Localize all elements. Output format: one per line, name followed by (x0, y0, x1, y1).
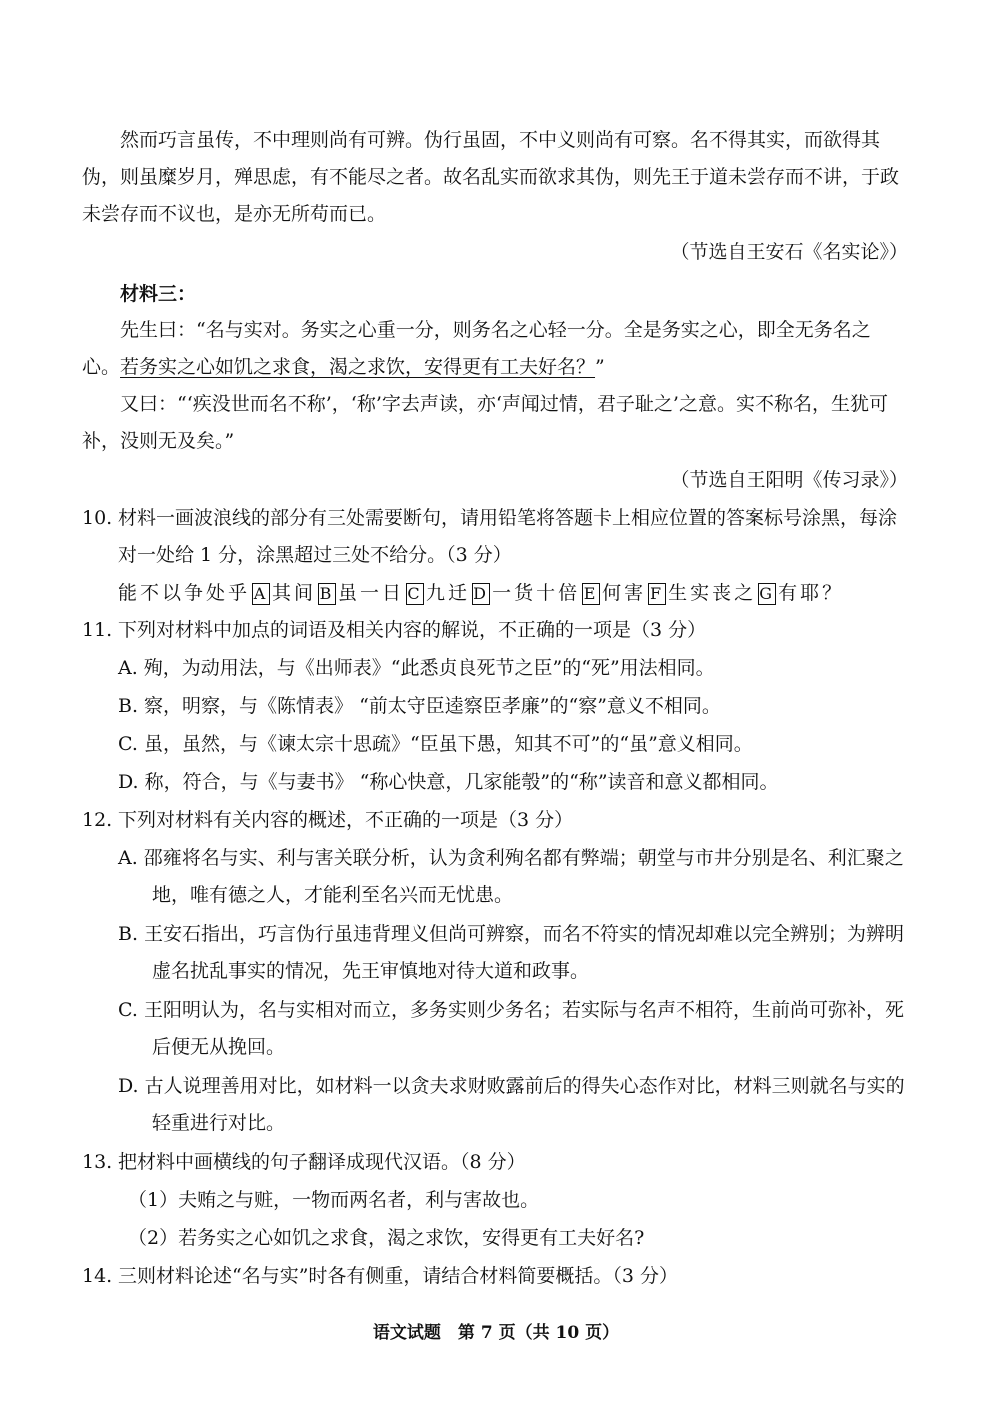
question-14 (82, 1258, 908, 1295)
q12-option-c[interactable]: C. 王阳明认为，名与实相对而立，多务实则少务名；若实际与名声不相符，生前尚可弥补，死后便无从挽回。 (118, 999, 904, 1058)
passage3-paragraph-2: 又曰：“‘疾没世而名不称’，‘称’字去声读，亦‘声闻过情，君子耻之’之意。实不称名，生犹可补，没则无及矣。” (82, 393, 888, 452)
q11-option-a[interactable]: A. 殉，为动用法，与《出师表》“此悉贞良死节之臣”的“死”用法相同。 (118, 657, 715, 679)
question-10 (82, 500, 908, 574)
question-text: 下列对材料中加点的词语及相关内容的解说，不正确的一项是（3 分） (118, 619, 707, 641)
segment: 能不以争处乎 (118, 582, 251, 604)
question-text: 材料一画波浪线的部分有三处需要断句，请用铅笔将答题卡上相应位置的答案标号涂黑，每涂对一处给 1 分，涂黑超过三处不给分。（3 分） (118, 507, 898, 566)
passage2-paragraph: 然而巧言虽传，不中理则尚有可辨。伪行虽固，不中义则尚有可察。名不得其实，而欲得其伪，则虽糜岁月，殚思虑，有不能尽之者。故名乱实而欲求其伪，则先王于道未尝存而不讲，于政未尝存而不议也，是亦无所苟而已。 (82, 129, 900, 225)
q11-option-c[interactable]: C. 虽，虽然，与《谏太宗十思疏》“臣虽下愚，知其不可”的“虽”意义相同。 (118, 733, 753, 755)
segment: 何害 (602, 582, 647, 604)
passage3-heading: 材料三： (120, 283, 197, 305)
question-text: 下列对材料有关内容的概述，不正确的一项是（3 分） (118, 809, 574, 831)
break-option-b[interactable]: B (319, 584, 335, 603)
break-option-g[interactable]: G (759, 584, 775, 603)
segment: 生实丧之 (668, 582, 757, 604)
q13-item-1: （1）夫贿之与赃，一物而两名者，利与害故也。 (128, 1189, 540, 1211)
passage3-text-b: ” (595, 356, 605, 378)
segment: 有耶？ (778, 582, 845, 604)
segment: 其间 (272, 582, 317, 604)
q12-option-d[interactable]: D. 古人说理善用对比，如材料一以贪夫求财败露前后的得失心态作对比，材料三则就名与实的轻重进行对比。 (118, 1075, 905, 1134)
passage2-source: （节选自王安石《名实论》） (670, 241, 908, 263)
question-text: 把材料中画横线的句子翻译成现代汉语。（8 分） (118, 1151, 526, 1173)
question-12 (82, 802, 908, 839)
break-option-d[interactable]: D (473, 584, 489, 603)
passage3-paragraph-1 (82, 312, 908, 386)
q12-option-b[interactable]: B. 王安石指出，巧言伪行虽违背理义但尚可辨察，而名不符实的情况却难以完全辨别；为辨明虚名扰乱事实的情况，先王审慎地对待大道和政事。 (118, 923, 905, 982)
segment: 虽一日 (338, 582, 405, 604)
break-option-c[interactable]: C (407, 584, 423, 603)
question-number: 10. (82, 507, 113, 529)
q13-item-2: （2）若务实之心如饥之求食，渴之求饮，安得更有工夫好名? (128, 1227, 645, 1249)
question-number: 12. (82, 809, 113, 831)
question-13 (82, 1144, 908, 1181)
question-number: 11. (82, 619, 113, 641)
question-11 (82, 612, 908, 649)
question-text: 三则材料论述“名与实”时各有侧重，请结合材料简要概括。（3 分） (118, 1265, 679, 1287)
segment: 一货十倍 (492, 582, 581, 604)
break-option-f[interactable]: F (650, 584, 665, 603)
passage3-text-a: 先生曰：“名与实对。务实之心重一分，则务名之心轻一分。全是务实之心，即全无务名之心。 (82, 319, 871, 378)
segment: 九迁 (426, 582, 471, 604)
underlined-sentence: 若务实之心如饥之求食，渴之求饮，安得更有工夫好名？ (120, 356, 596, 378)
q11-option-d[interactable]: D. 称，符合，与《与妻书》 “称心快意，几家能彀”的“称”读音和意义都相同。 (118, 771, 779, 793)
question-number: 13. (82, 1151, 113, 1173)
break-option-e[interactable]: E (583, 584, 599, 603)
sentence-breaks (118, 575, 908, 612)
q12-option-a[interactable]: A. 邵雍将名与实、利与害关联分析，认为贪利殉名都有弊端；朝堂与市井分别是名、利汇聚之地，唯有德之人，才能利至名兴而无忧患。 (118, 847, 904, 906)
q11-option-b[interactable]: B. 察，明察，与《陈情表》 “前太守臣逵察臣孝廉”的“察”意义不相同。 (118, 695, 721, 717)
break-option-a[interactable]: A (253, 584, 269, 603)
page-footer: 语文试题 第 7 页（共 10 页） (372, 1323, 620, 1343)
passage3-source: （节选自王阳明《传习录》） (670, 469, 908, 491)
question-number: 14. (82, 1265, 113, 1287)
